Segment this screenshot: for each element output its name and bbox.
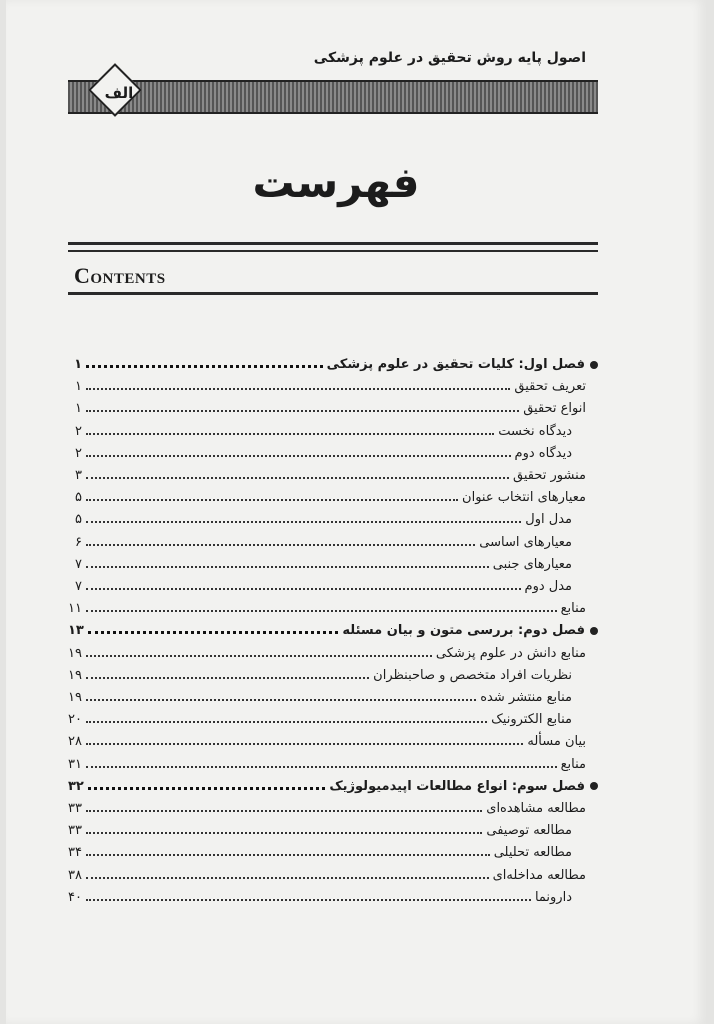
toc-leader-dots: [86, 721, 487, 723]
toc-entry-title: [479, 535, 572, 550]
toc-leader-dots: [86, 899, 531, 901]
toc-leader-dots: [86, 499, 458, 501]
toc-leader-dots: [86, 433, 494, 435]
toc-page-number: ۳۳: [68, 801, 82, 816]
toc-chapter-row: [68, 350, 598, 372]
toc-page-number: ۳۲: [68, 778, 84, 794]
toc-entry-text: بیان مسأله: [527, 734, 586, 750]
toc-entry-text: منابع: [560, 756, 586, 772]
toc-entry-text: مطالعه توصیفی: [486, 823, 572, 839]
toc-entry-text: مطالعه مداخله‌ای: [492, 867, 586, 883]
toc-entry-title: [436, 646, 586, 661]
toc-entry-text: فصل اول: کلیات تحقیق در علوم پزشکی: [326, 357, 585, 372]
bullet-icon: [590, 361, 598, 369]
toc-entry-text: معیارهای جنبی: [492, 556, 572, 572]
toc-entry-title: [493, 868, 586, 883]
toc-entry-text: مدل اول: [525, 512, 572, 528]
toc-leader-dots: [86, 588, 521, 590]
toc-entry-row: [68, 750, 598, 772]
toc-entry-row: [68, 572, 598, 594]
toc-leader-dots: [86, 877, 489, 879]
toc-entry-text: مطالعه تحلیلی: [493, 845, 572, 861]
running-header-title: اصول پایه روش تحقیق در علوم پزشکی: [313, 50, 586, 66]
toc-entry-text: مدل دوم: [524, 579, 572, 594]
toc-leader-dots: [86, 365, 323, 368]
contents-heading: Contents: [74, 263, 166, 288]
toc-leader-dots: [86, 566, 489, 568]
toc-leader-dots: [88, 631, 339, 634]
toc-entry-text: منشور تحقیق: [513, 468, 586, 483]
toc-leader-dots: [86, 477, 509, 479]
toc-entry-text: نظریات افراد متخصص و صاحبنظران: [373, 667, 572, 683]
divider-bottom: [68, 292, 598, 295]
toc-page-number: ۳: [75, 468, 82, 483]
toc-page-number: ۱۱: [68, 601, 82, 617]
toc-entry-title: [327, 357, 598, 372]
toc-entry-text: مطالعه مشاهده‌ای: [486, 801, 586, 816]
bullet-icon: [590, 782, 598, 790]
toc-leader-dots: [86, 699, 476, 701]
toc-entry-text: انواع تحقیق: [523, 401, 586, 417]
toc-page-number: ۱۹: [68, 690, 82, 705]
page-label: الف: [104, 84, 134, 102]
toc-entry-text: دیدگاه نخست: [498, 423, 572, 439]
toc-page-number: ۲: [75, 445, 82, 461]
toc-page-number: ۱: [75, 401, 82, 417]
divider-top-thin: [68, 250, 598, 252]
toc-entry-row: [68, 883, 598, 905]
toc-entry-row: [68, 705, 598, 727]
toc-entry-row: [68, 417, 598, 439]
toc-entry-row: [68, 483, 598, 505]
bullet-icon: [590, 627, 598, 635]
toc-page-number: ۱: [74, 357, 82, 372]
toc-page-number: ۷: [75, 579, 82, 594]
toc-entry-text: دیدگاه دوم: [514, 445, 572, 461]
toc-entry-row: [68, 550, 598, 572]
header-band: [68, 80, 598, 114]
toc-entry-row: [68, 639, 598, 661]
toc-entry-title: [525, 579, 572, 594]
toc-leader-dots: [86, 455, 511, 457]
toc-entry-text: منابع دانش در علوم پزشکی: [435, 645, 586, 661]
toc-entry-row: [68, 838, 598, 860]
divider-top: [68, 242, 598, 245]
toc-entry-title: [494, 845, 572, 860]
toc-leader-dots: [86, 610, 557, 612]
toc-entry-title: [493, 557, 572, 572]
toc-page-number: ۱۳: [68, 623, 84, 639]
toc-entry-title: [480, 690, 572, 705]
toc-entry-title: [462, 490, 586, 505]
toc-page-number: ۲: [75, 423, 82, 439]
toc-entry-text: منابع منتشر شده: [480, 690, 572, 705]
toc-chapter-row: [68, 772, 598, 794]
toc-entry-text: معیارهای اساسی: [479, 534, 572, 550]
toc-entry-row: [68, 372, 598, 394]
toc-entry-title: [515, 446, 572, 461]
toc-entry-row: [68, 394, 598, 416]
toc-entry-title: [525, 512, 572, 527]
toc-entry-row: [68, 661, 598, 683]
toc-entry-title: [561, 601, 586, 616]
toc-entry-row: [68, 683, 598, 705]
toc-entry-title: [561, 757, 586, 772]
toc-page-number: ۱۹: [68, 667, 82, 683]
toc-entry-text: منابع الکترونیک: [491, 712, 572, 728]
toc-leader-dots: [86, 854, 490, 856]
toc-entry-text: معیارهای انتخاب عنوان: [462, 490, 586, 506]
toc-page-number: ۷: [75, 556, 82, 572]
toc-entry-title: [523, 401, 586, 416]
toc-page-number: ۳۳: [68, 823, 82, 839]
toc-leader-dots: [86, 743, 523, 745]
toc-entry-row: [68, 594, 598, 616]
toc-entry-text: فصل سوم: انواع مطالعات اپیدمیولوژیک: [329, 778, 585, 794]
toc-page-number: ۳۱: [68, 756, 82, 772]
toc-entry-text: فصل دوم: بررسی متون و بیان مسئله: [342, 623, 585, 639]
toc-leader-dots: [86, 810, 482, 812]
book-page: [6, 0, 706, 1024]
page-title: فهرست: [252, 158, 420, 207]
toc-leader-dots: [86, 766, 557, 768]
toc-leader-dots: [86, 655, 432, 657]
toc-page-number: ۱: [75, 379, 82, 395]
toc-entry-title: [342, 623, 598, 638]
toc-page-number: ۳۴: [68, 845, 82, 861]
toc-page-number: ۳۸: [68, 867, 82, 883]
toc-entry-title: [491, 712, 572, 727]
toc-entry-row: [68, 794, 598, 816]
toc-entry-row: [68, 439, 598, 461]
toc-entry-row: [68, 861, 598, 883]
toc-leader-dots: [86, 521, 521, 523]
toc-entry-row: [68, 505, 598, 527]
toc-entry-text: منابع: [560, 601, 586, 617]
toc-entry-row: [68, 461, 598, 483]
toc-page-number: ۲۰: [68, 712, 82, 728]
toc-entry-title: [514, 379, 586, 394]
toc-page-number: ۶: [75, 534, 82, 550]
toc-leader-dots: [88, 787, 325, 790]
toc-entry-title: [486, 823, 572, 838]
toc-page-number: ۵: [75, 512, 82, 528]
toc-entry-title: [486, 801, 586, 816]
toc-entry-text: دارونما: [534, 889, 572, 905]
toc-leader-dots: [86, 410, 519, 412]
toc-entry-title: [535, 890, 572, 905]
toc-entry-title: [373, 668, 572, 683]
toc-entry-row: [68, 528, 598, 550]
toc-entry-title: [513, 468, 586, 483]
toc-entry-title: [498, 424, 572, 439]
toc-chapter-row: [68, 616, 598, 638]
toc-page-number: ۲۸: [68, 734, 82, 750]
toc-leader-dots: [86, 388, 510, 390]
toc-leader-dots: [86, 832, 482, 834]
toc-leader-dots: [86, 677, 369, 679]
toc-entry-row: [68, 816, 598, 838]
toc-entry-row: [68, 727, 598, 749]
toc-page-number: ۵: [75, 490, 82, 506]
toc-entry-text: تعریف تحقیق: [514, 379, 586, 395]
toc-page-number: ۴۰: [68, 889, 82, 905]
toc-entry-title: [329, 779, 598, 794]
toc-entry-title: [527, 734, 586, 749]
toc-leader-dots: [86, 544, 475, 546]
toc-page-number: ۱۹: [68, 645, 82, 661]
